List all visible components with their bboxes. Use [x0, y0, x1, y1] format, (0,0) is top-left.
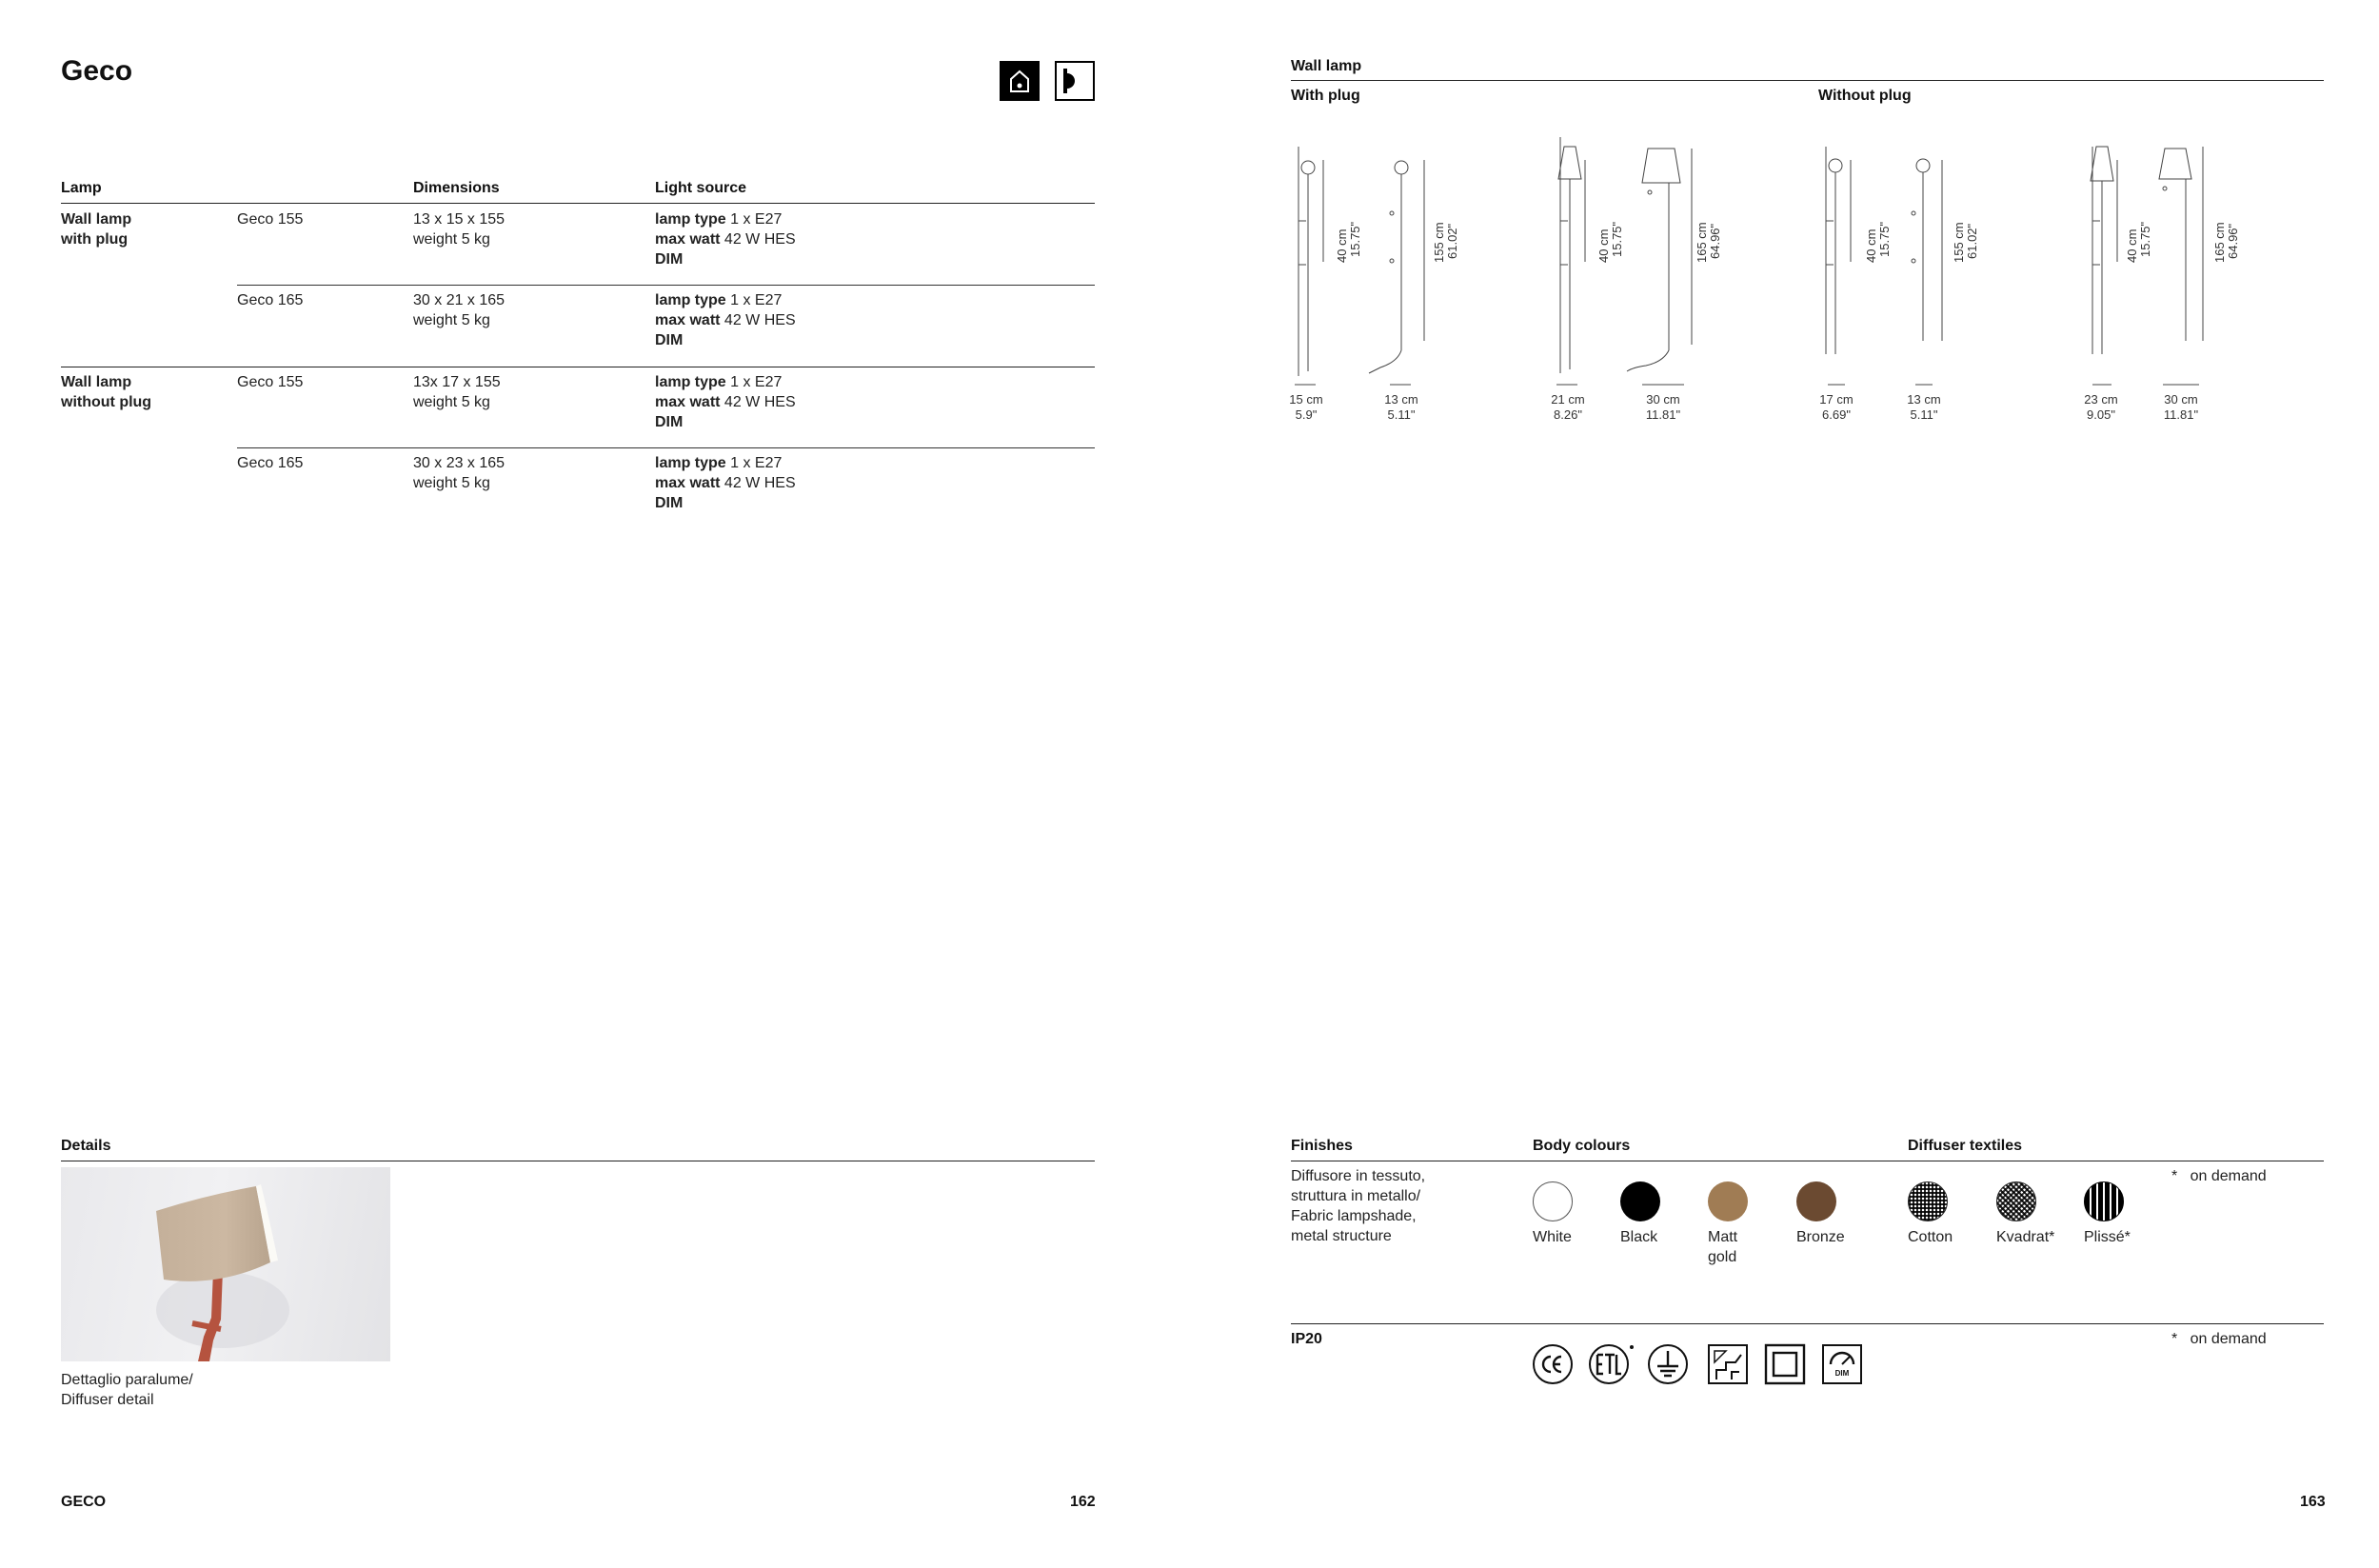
dim-label: DIM [655, 332, 684, 348]
ce-icon [1532, 1343, 1574, 1390]
with-plug-label: With plug [1291, 88, 1360, 104]
black-swatch [1620, 1181, 1660, 1221]
white-label: White [1533, 1229, 1572, 1245]
description-line: metal structure [1291, 1228, 1392, 1244]
lamp-type-label: lamp type [655, 374, 726, 390]
group-name: Wall lamp with plug [61, 211, 132, 248]
without-plug-label: Without plug [1818, 88, 1912, 104]
matt-gold-swatch [1708, 1181, 1748, 1221]
lamp-drawing-icon [1285, 133, 1495, 428]
lamp-drawing-icon [1814, 133, 2024, 428]
lamp-column-header: Lamp [61, 180, 102, 196]
height-dim-cm: 40 cm [1864, 228, 1878, 263]
dim-label: DIM [655, 414, 684, 430]
depth-dim-in: 5.11" [1387, 407, 1416, 422]
depth-dim-in: 11.81" [1645, 407, 1681, 422]
width-dim-in: 9.05" [2087, 407, 2115, 422]
technical-drawing [2077, 133, 2287, 428]
finishes-header: Finishes [1291, 1138, 1353, 1154]
details-caption-line2: Diffuser detail [61, 1392, 154, 1408]
lamp-drawing-icon [1547, 133, 1756, 428]
ground-icon [1647, 1343, 1689, 1390]
lamp-type [655, 372, 782, 392]
width-dim-cm: 15 cm [1289, 392, 1323, 407]
max-watt [655, 473, 796, 493]
max-watt-value: 42 W HES [724, 231, 796, 248]
model-name: Geco 165 [237, 455, 304, 471]
cotton-swatch [1908, 1181, 1948, 1221]
depth-dim-in: 11.81" [2163, 407, 2199, 422]
max-watt [655, 310, 796, 330]
on-demand-note [2171, 1329, 2267, 1349]
dimensions-column-header: Dimensions [413, 180, 500, 196]
diffuser-detail-photo [61, 1167, 390, 1361]
lamp-type-label: lamp type [655, 455, 726, 471]
depth-dim-cm: 30 cm [1646, 392, 1680, 407]
note-star: * [2171, 1168, 2178, 1184]
max-watt-value: 42 W HES [724, 312, 796, 328]
lamp-type-label: lamp type [655, 211, 726, 228]
wall-mount-icon [1055, 61, 1095, 101]
max-watt-label: max watt [655, 312, 721, 328]
max-watt-label: max watt [655, 394, 721, 410]
cotton-label: Cotton [1908, 1229, 1953, 1245]
width-dim-in: 6.69" [1822, 407, 1851, 422]
details-header: Details [61, 1138, 111, 1154]
note-star: * [2171, 1331, 2178, 1347]
description-line: Diffusore in tessuto, [1291, 1168, 1426, 1184]
dimensions-value: 30 x 23 x 165 [413, 455, 506, 471]
height-dim-in: 15.75" [1348, 221, 1362, 257]
ip-rating: IP20 [1291, 1331, 1322, 1347]
warning-icon [1707, 1343, 1749, 1390]
weight-value: weight 5 kg [413, 312, 490, 328]
lamp-type-label: lamp type [655, 292, 726, 308]
body-colours-header: Body colours [1533, 1138, 1631, 1154]
note-text: on demand [2190, 1331, 2267, 1347]
height-dim-cm: 40 cm [2125, 228, 2139, 263]
depth-dim-cm: 13 cm [1907, 392, 1941, 407]
details-caption-line1: Dettaglio paralume/ [61, 1372, 193, 1388]
dim-icon-label: DIM [1834, 1369, 1850, 1378]
section-title: Wall lamp [1291, 58, 1362, 74]
weight-value: weight 5 kg [413, 394, 490, 410]
black-label: Black [1620, 1229, 1658, 1245]
diffuser-textiles-header: Diffuser textiles [1908, 1138, 2023, 1154]
width-dim-cm: 23 cm [2084, 392, 2118, 407]
depth-dim-in: 5.11" [1910, 407, 1938, 422]
max-watt [655, 392, 796, 412]
light-source-column-header: Light source [655, 180, 747, 196]
table-header-rule [61, 203, 1095, 204]
total-height-cm: 165 cm [2212, 222, 2227, 263]
max-watt-value: 42 W HES [724, 394, 796, 410]
depth-dim-cm: 30 cm [2164, 392, 2198, 407]
total-height-in: 61.02" [1445, 223, 1459, 259]
class-ii-icon [1764, 1343, 1806, 1390]
weight-value: weight 5 kg [413, 475, 490, 491]
dimensions-value: 13x 17 x 155 [413, 374, 501, 390]
total-height-in: 64.96" [1708, 223, 1722, 259]
lamp-type-value: 1 x E27 [730, 374, 783, 390]
height-dim-in: 15.75" [2138, 221, 2152, 257]
bronze-label: Bronze [1796, 1229, 1845, 1245]
model-name: Geco 165 [237, 292, 304, 308]
footer-page-number-right: 163 [2300, 1494, 2326, 1510]
ip-rule [1291, 1323, 2324, 1324]
total-height-in: 61.02" [1965, 223, 1979, 259]
lamp-type [655, 209, 782, 229]
indoor-home-icon [1000, 61, 1040, 101]
plisse-label: Plissé* [2084, 1229, 2131, 1245]
plisse-swatch [2084, 1181, 2124, 1221]
technical-drawing [1547, 133, 1756, 428]
max-watt-value: 42 W HES [724, 475, 796, 491]
etl-icon [1588, 1341, 1637, 1390]
weight-value: weight 5 kg [413, 231, 490, 248]
description-line: Fabric lampshade, [1291, 1208, 1417, 1224]
max-watt-label: max watt [655, 475, 721, 491]
technical-drawing [1814, 133, 2024, 428]
dimensions-value: 13 x 15 x 155 [413, 211, 506, 228]
dim-icon [1821, 1343, 1863, 1385]
lamp-drawing-icon [2077, 133, 2287, 428]
max-watt-label: max watt [655, 231, 721, 248]
model-name: Geco 155 [237, 374, 304, 390]
row-divider [237, 447, 1095, 448]
height-dim-cm: 40 cm [1596, 228, 1611, 263]
kvadrat-label: Kvadrat* [1996, 1229, 2055, 1245]
lamp-type [655, 453, 782, 473]
width-dim-cm: 21 cm [1551, 392, 1585, 407]
width-dim-cm: 17 cm [1819, 392, 1854, 407]
height-dim-cm: 40 cm [1335, 228, 1349, 263]
max-watt [655, 229, 796, 249]
lamp-type [655, 290, 782, 310]
total-height-cm: 165 cm [1695, 222, 1709, 263]
footer-product-name: GECO [61, 1494, 107, 1510]
matt-gold-label: Matt gold [1708, 1229, 1738, 1265]
note-text: on demand [2190, 1168, 2267, 1184]
lamp-type-value: 1 x E27 [730, 455, 783, 471]
page-title: Geco [61, 55, 133, 87]
section-rule [1291, 80, 2324, 81]
depth-dim-cm: 13 cm [1384, 392, 1418, 407]
kvadrat-swatch [1996, 1181, 2036, 1221]
bronze-swatch [1796, 1181, 1836, 1221]
finishes-description [1291, 1166, 1425, 1246]
description-line: struttura in metallo/ [1291, 1188, 1421, 1204]
model-name: Geco 155 [237, 211, 304, 228]
height-dim-in: 15.75" [1610, 221, 1624, 257]
dim-label: DIM [655, 251, 684, 268]
total-height-cm: 155 cm [1432, 222, 1446, 263]
lamp-type-value: 1 x E27 [730, 211, 783, 228]
row-divider [237, 285, 1095, 286]
lamp-type-value: 1 x E27 [730, 292, 783, 308]
height-dim-in: 15.75" [1877, 221, 1892, 257]
footer-page-number-left: 162 [1070, 1494, 1096, 1510]
width-dim-in: 8.26" [1554, 407, 1582, 422]
dim-label: DIM [655, 495, 684, 511]
white-swatch [1533, 1181, 1573, 1221]
on-demand-note [2171, 1166, 2267, 1186]
group-name: Wall lamp without plug [61, 374, 152, 410]
width-dim-in: 5.9" [1295, 407, 1318, 422]
dimensions-value: 30 x 21 x 165 [413, 292, 506, 308]
total-height-in: 64.96" [2226, 223, 2240, 259]
technical-drawing [1285, 133, 1495, 428]
total-height-cm: 155 cm [1952, 222, 1966, 263]
